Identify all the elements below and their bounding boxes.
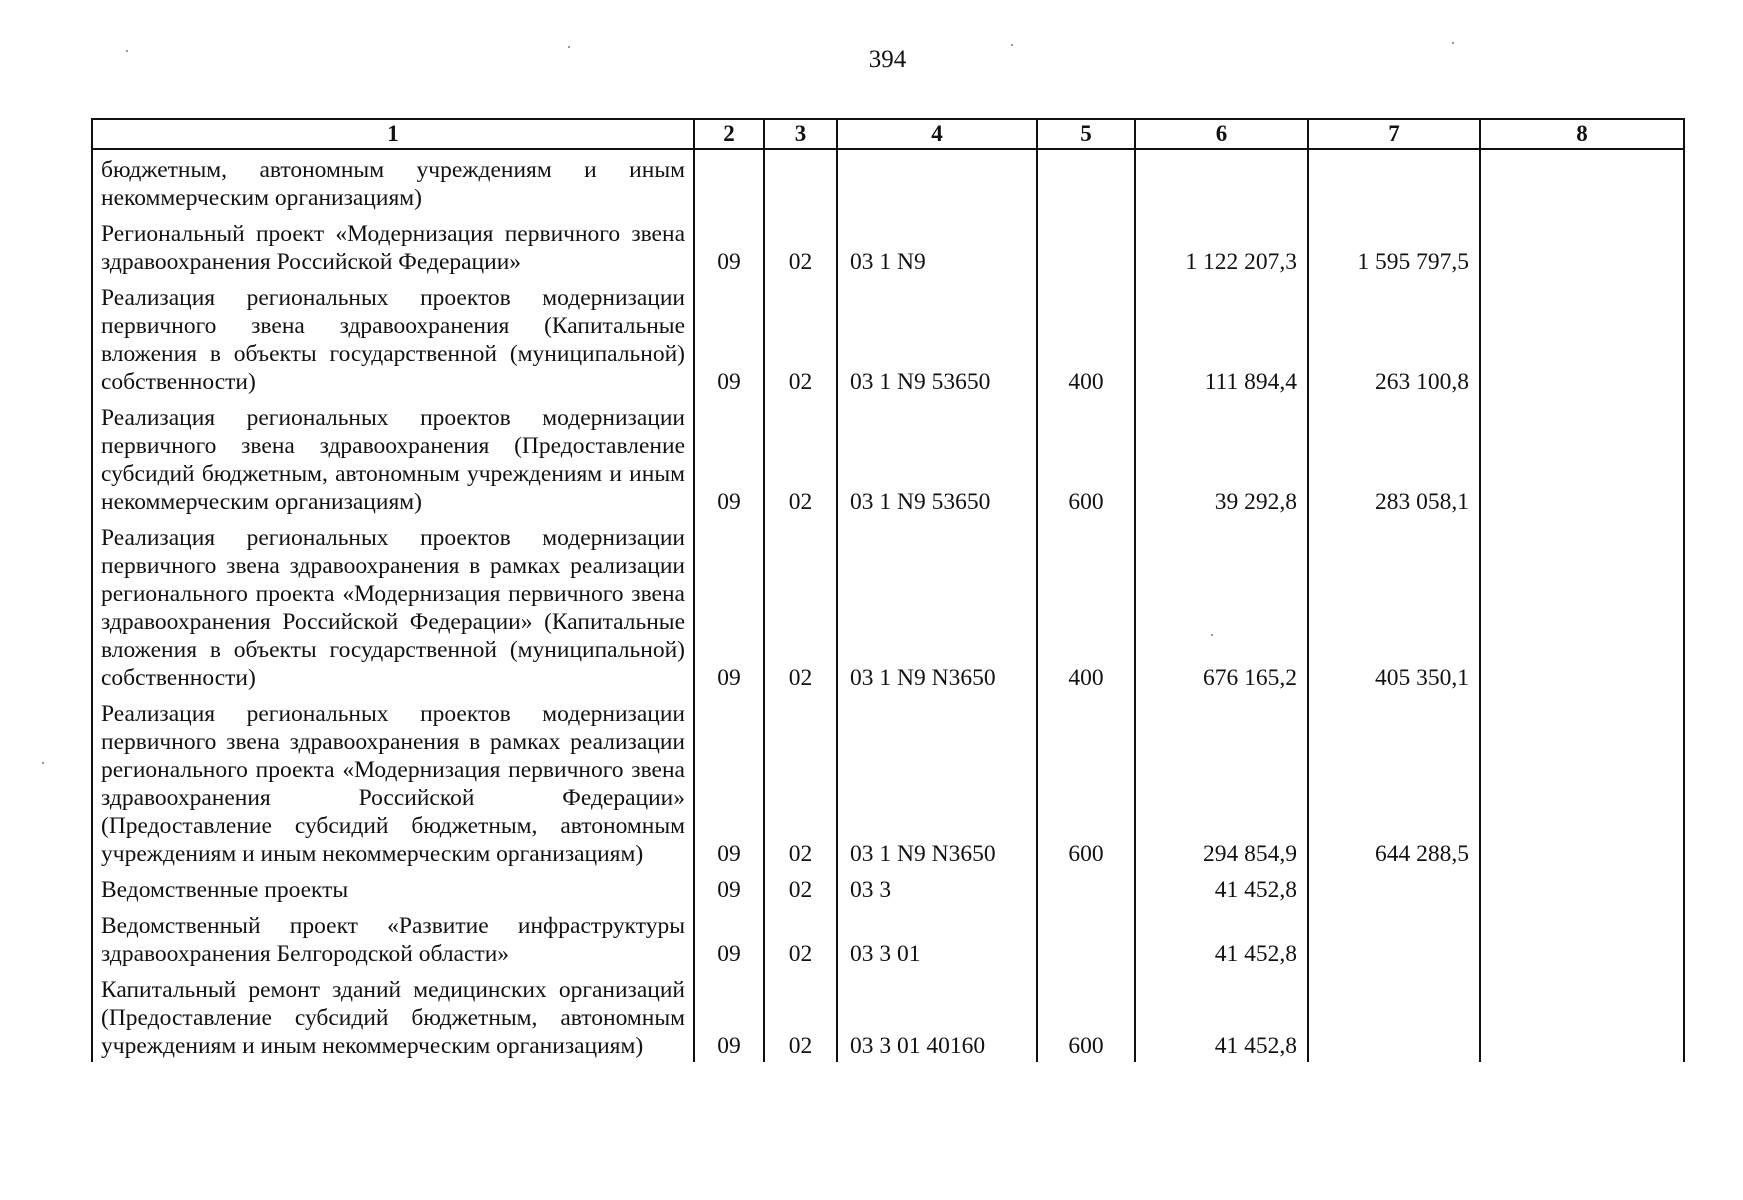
row-subsection: 02	[764, 398, 837, 518]
row-expense-type: 600	[1037, 398, 1135, 518]
table-row	[92, 398, 1684, 518]
row-target: 03 1 N9 N3650	[837, 518, 1037, 694]
row-expense-type	[1037, 906, 1135, 970]
row-value-6: 41 452,8	[1135, 870, 1308, 906]
row-name: Реализация региональных проектов модернизации первичного звена здравоохранения в рамках реализации регионального проекта «Модернизация первичного звена здравоохранения Российской Федерации» (Предоставление субсидий бюджетным, автономным учреждениям и иным некоммерческим организациям)	[92, 694, 694, 870]
row-value-6: 41 452,8	[1135, 906, 1308, 970]
row-name: Региональный проект «Модернизация первичного звена здравоохранения Российской Федерации»	[92, 214, 694, 278]
row-name: Капитальный ремонт зданий медицинских организаций (Предоставление субсидий бюджетным, автономным учреждениям и иным некоммерческим организациям)	[92, 970, 694, 1062]
page-number: 394	[868, 46, 907, 73]
row-value-8	[1480, 278, 1684, 398]
row-section	[694, 149, 764, 214]
row-value-8	[1480, 694, 1684, 870]
row-section: 09	[694, 906, 764, 970]
row-target: 03 1 N9	[837, 214, 1037, 278]
row-target: 03 1 N9 N3650	[837, 694, 1037, 870]
row-value-7	[1308, 149, 1480, 214]
row-name: Реализация региональных проектов модернизации первичного звена здравоохранения в рамках реализации регионального проекта «Модернизация первичного звена здравоохранения Российской Федерации» (Капитальные вложения в объекты государственной (муниципальной) собственности)	[92, 518, 694, 694]
row-value-7: 263 100,8	[1308, 278, 1480, 398]
row-target: 03 1 N9 53650	[837, 398, 1037, 518]
table-row	[92, 970, 1684, 1062]
scan-speck	[568, 46, 570, 48]
table-row	[92, 870, 1684, 906]
row-subsection	[764, 149, 837, 214]
row-section: 09	[694, 870, 764, 906]
row-value-7	[1308, 906, 1480, 970]
scan-speck	[1211, 634, 1213, 636]
row-value-7	[1308, 870, 1480, 906]
scan-speck	[42, 762, 44, 764]
row-section: 09	[694, 398, 764, 518]
row-value-7: 644 288,5	[1308, 694, 1480, 870]
row-value-6: 39 292,8	[1135, 398, 1308, 518]
table-row	[92, 214, 1684, 278]
table-row	[92, 149, 1684, 214]
row-value-8	[1480, 870, 1684, 906]
column-header-target: 4	[837, 119, 1037, 149]
row-subsection: 02	[764, 694, 837, 870]
scan-speck	[126, 50, 128, 52]
row-name: Реализация региональных проектов модернизации первичного звена здравоохранения (Предоставление субсидий бюджетным, автономным учреждениям и иным некоммерческим организациям)	[92, 398, 694, 518]
row-target: 03 3	[837, 870, 1037, 906]
row-value-7: 1 595 797,5	[1308, 214, 1480, 278]
row-target: 03 1 N9 53650	[837, 278, 1037, 398]
column-header-section: 2	[694, 119, 764, 149]
table-header-row	[92, 119, 1684, 149]
table-row	[92, 694, 1684, 870]
row-target: 03 3 01	[837, 906, 1037, 970]
column-header-name: 1	[92, 119, 694, 149]
row-section: 09	[694, 694, 764, 870]
row-value-6: 294 854,9	[1135, 694, 1308, 870]
row-value-8	[1480, 518, 1684, 694]
row-section: 09	[694, 278, 764, 398]
row-expense-type: 600	[1037, 970, 1135, 1062]
scan-speck	[1011, 44, 1013, 46]
table-row	[92, 278, 1684, 398]
table-row	[92, 518, 1684, 694]
column-header-value-7: 7	[1308, 119, 1480, 149]
row-value-7: 283 058,1	[1308, 398, 1480, 518]
row-section: 09	[694, 214, 764, 278]
row-section: 09	[694, 970, 764, 1062]
column-header-expense-type: 5	[1037, 119, 1135, 149]
scan-speck	[1452, 42, 1454, 44]
column-header-value-8: 8	[1480, 119, 1684, 149]
row-value-7	[1308, 970, 1480, 1062]
row-subsection: 02	[764, 214, 837, 278]
row-subsection: 02	[764, 518, 837, 694]
row-subsection: 02	[764, 870, 837, 906]
row-target	[837, 149, 1037, 214]
row-value-8	[1480, 398, 1684, 518]
budget-table	[91, 118, 1685, 1062]
row-subsection: 02	[764, 906, 837, 970]
column-header-subsection: 3	[764, 119, 837, 149]
row-value-6: 41 452,8	[1135, 970, 1308, 1062]
row-value-6: 1 122 207,3	[1135, 214, 1308, 278]
row-value-7: 405 350,1	[1308, 518, 1480, 694]
row-expense-type: 600	[1037, 694, 1135, 870]
row-value-8	[1480, 214, 1684, 278]
row-name: бюджетным, автономным учреждениям и иным некоммерческим организациям)	[92, 149, 694, 214]
row-expense-type	[1037, 870, 1135, 906]
row-name: Ведомственные проекты	[92, 870, 694, 906]
row-expense-type	[1037, 214, 1135, 278]
row-expense-type: 400	[1037, 518, 1135, 694]
column-header-value-6: 6	[1135, 119, 1308, 149]
row-expense-type: 400	[1037, 278, 1135, 398]
row-value-6: 676 165,2	[1135, 518, 1308, 694]
row-section: 09	[694, 518, 764, 694]
row-target: 03 3 01 40160	[837, 970, 1037, 1062]
row-value-8	[1480, 970, 1684, 1062]
row-subsection: 02	[764, 970, 837, 1062]
row-value-8	[1480, 149, 1684, 214]
row-value-6: 111 894,4	[1135, 278, 1308, 398]
row-name: Реализация региональных проектов модернизации первичного звена здравоохранения (Капитальные вложения в объекты государственной (муниципальной) собственности)	[92, 278, 694, 398]
row-value-8	[1480, 906, 1684, 970]
row-value-6	[1135, 149, 1308, 214]
row-subsection: 02	[764, 278, 837, 398]
row-expense-type	[1037, 149, 1135, 214]
table-row	[92, 906, 1684, 970]
row-name: Ведомственный проект «Развитие инфраструктуры здравоохранения Белгородской области»	[92, 906, 694, 970]
